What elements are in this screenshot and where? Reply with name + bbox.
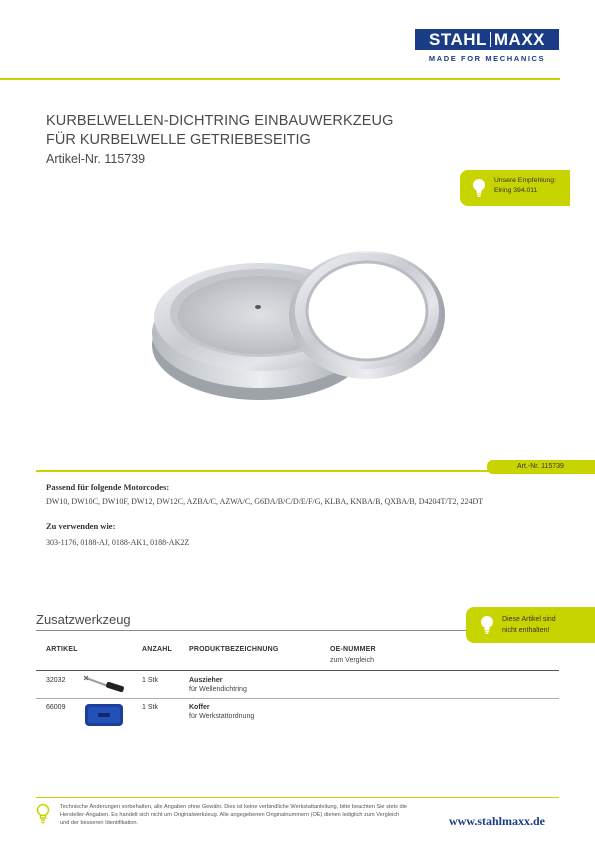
not-included-box (466, 607, 595, 643)
col-produkt: PRODUKTBEZEICHNUNG (189, 646, 279, 653)
brand-name-left: STAHL (428, 30, 487, 49)
usage-heading: Zu verwenden wie: (46, 521, 116, 531)
table-header-line (36, 670, 559, 671)
header-divider (0, 78, 560, 80)
lightbulb-icon (36, 803, 50, 825)
col-anzahl: ANZAHL (142, 646, 172, 653)
recommendation-box (460, 170, 570, 206)
table-row-line (36, 698, 559, 699)
col-oe: OE-NUMMER (330, 646, 376, 653)
motorcodes-heading: Passend für folgende Motorcodes: (46, 482, 170, 492)
row1-artikel: 32032 (46, 677, 66, 684)
row2-name: Koffer (189, 704, 210, 711)
accessories-title: Zusatzwerkzeug (36, 612, 131, 627)
lightbulb-icon (472, 178, 486, 198)
motorcodes-list: DW10, DW10C, DW10F, DW12, DW12C, AZBA/C, AZWA/C, G6DA/B/C/D/E/F/G, KLBA, KNBA/B, QXBA/B, D4204T/T2, 224DT (46, 497, 484, 506)
article-number: Artikel-Nr. 115739 (46, 152, 146, 166)
section-divider (36, 470, 559, 472)
puller-tool-icon (82, 674, 126, 694)
row2-artikel: 66009 (46, 704, 66, 711)
row1-desc: für Wellendichtring (189, 686, 247, 693)
col-artikel: ARTIKEL (46, 646, 78, 653)
article-number-tag: Art.-Nr. 115739 (487, 460, 595, 474)
lightbulb-icon (480, 615, 494, 635)
product-image (145, 215, 465, 415)
footer-disclaimer: Technische Änderungen vorbehalten, alle Angaben ohne Gewähr. Dies ist keine verbindliche Werkstattanleitung, bitte beachten Sie stets die Hersteller-Angaben. Es handelt sich nicht um Originalwerkzeug. Alle angegebenen Originalnummern (OE) dienen lediglich zum Vergleich und der besseren Identifikation. (60, 804, 407, 826)
page-title: KURBELWELLEN-DICHTRING EINBAUWERKZEUG (46, 113, 394, 129)
row2-desc: für Werkstattordnung (189, 713, 255, 720)
usage-list: 303-1176, 0188-AJ, 0188-AK1, 0188-AK2Z (46, 538, 190, 547)
logo-separator (490, 32, 491, 47)
not-included-line1: Diese Artikel sind (502, 616, 556, 623)
case-icon (84, 702, 124, 728)
row2-anzahl: 1 Stk (142, 704, 158, 711)
brand-logo (415, 29, 559, 50)
page-subtitle: FÜR KURBELWELLE GETRIEBESEITIG (46, 132, 311, 148)
footer-divider (36, 797, 559, 798)
row1-anzahl: 1 Stk (142, 677, 158, 684)
not-included-line2: nicht enthalten! (502, 627, 550, 634)
brand-name-right: MAXX (493, 30, 546, 49)
brand-tagline: MADE FOR MECHANICS (428, 54, 546, 63)
recommendation-value: Elring 394.011 (494, 187, 538, 194)
footer-website-link[interactable]: www.stahlmaxx.de (449, 814, 546, 828)
col-oe-sub: zum Vergleich (330, 657, 374, 664)
row1-name: Auszieher (189, 677, 223, 684)
recommendation-label: Unsere Empfehlung: (494, 177, 556, 184)
